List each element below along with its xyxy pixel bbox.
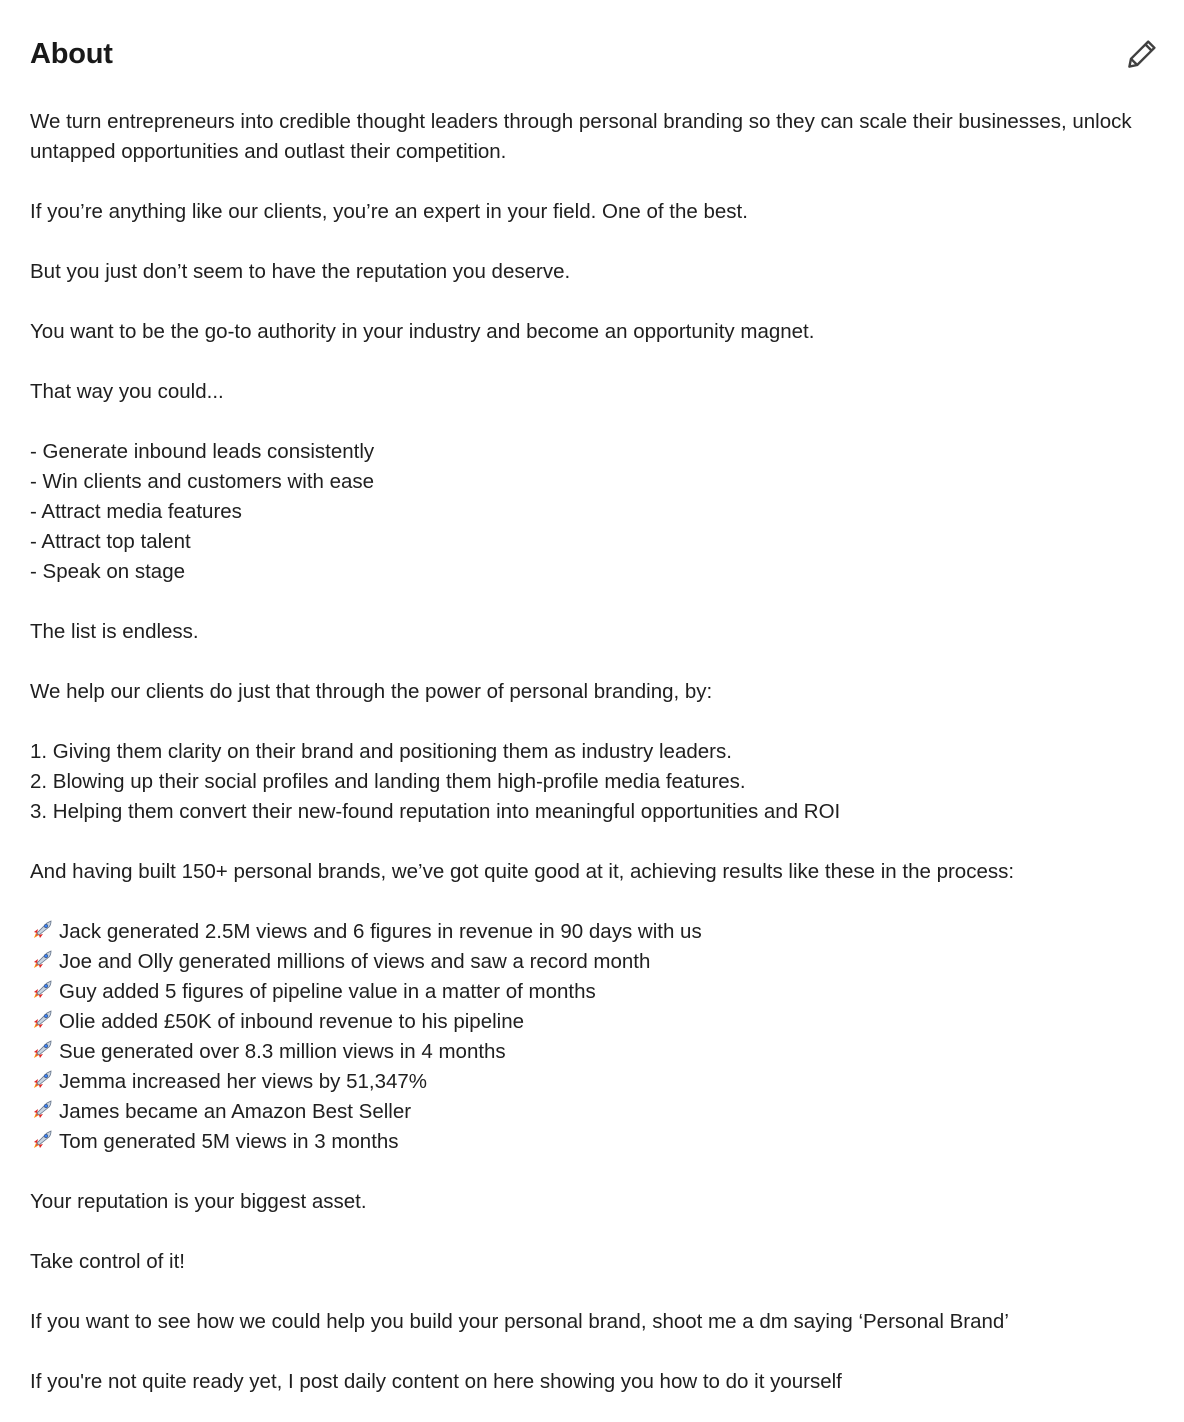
step-item: 1. Giving them clarity on their brand and positioning them as industry leaders. <box>30 740 732 763</box>
result-text: Olie added £50K of inbound revenue to his pipeline <box>59 1010 525 1033</box>
rocket-icon <box>30 918 54 942</box>
rocket-icon <box>30 978 54 1002</box>
results-list <box>30 917 1154 1157</box>
result-item <box>30 977 1154 1007</box>
paragraph: And having built 150+ personal brands, we’ve got quite good at it, achieving results like these in the process: <box>30 860 1015 883</box>
result-item <box>30 1067 1154 1097</box>
result-item <box>30 1007 1154 1037</box>
step-item: 3. Helping them convert their new-found reputation into meaningful opportunities and ROI <box>30 800 841 823</box>
result-item <box>30 1037 1154 1067</box>
section-title: About <box>30 38 113 70</box>
result-text: Guy added 5 figures of pipeline value in a matter of months <box>59 980 596 1003</box>
edit-about-button[interactable] <box>1122 34 1162 74</box>
rocket-icon <box>30 948 54 972</box>
result-text: Tom generated 5M views in 3 months <box>59 1130 399 1153</box>
benefit-item: - Speak on stage <box>30 560 185 583</box>
pencil-icon <box>1126 38 1158 70</box>
paragraph: The list is endless. <box>30 620 199 643</box>
paragraph: But you just don’t seem to have the reputation you deserve. <box>30 260 571 283</box>
result-item <box>30 947 1154 977</box>
paragraph: We help our clients do just that through the power of personal branding, by: <box>30 680 713 703</box>
rocket-icon <box>30 1008 54 1032</box>
step-item: 2. Blowing up their social profiles and landing them high-profile media features. <box>30 770 746 793</box>
paragraph: If you want to see how we could help you build your personal brand, shoot me a dm saying ‘Personal Brand’ <box>30 1310 1009 1333</box>
paragraph: That way you could... <box>30 380 224 403</box>
result-text: Sue generated over 8.3 million views in 4 months <box>59 1040 506 1063</box>
paragraph: If you’re anything like our clients, you’re an expert in your field. One of the best. <box>30 200 748 223</box>
paragraph: If you're not quite ready yet, I post daily content on here showing you how to do it yourself <box>30 1370 842 1393</box>
rocket-icon <box>30 1068 54 1092</box>
rocket-icon <box>30 1098 54 1122</box>
benefit-item: - Win clients and customers with ease <box>30 470 375 493</box>
rocket-icon <box>30 1128 54 1152</box>
benefit-item: - Attract media features <box>30 500 242 523</box>
result-text: James became an Amazon Best Seller <box>59 1100 412 1123</box>
rocket-icon <box>30 1038 54 1062</box>
result-item <box>30 1097 1154 1127</box>
about-description <box>30 107 1154 1397</box>
about-header <box>30 34 1162 74</box>
result-item <box>30 1127 1154 1157</box>
benefit-item: - Generate inbound leads consistently <box>30 440 375 463</box>
intro-paragraph: We turn entrepreneurs into credible thought leaders through personal branding so they can scale their businesses, unlock untapped opportunities and outlast their competition. <box>30 110 1132 163</box>
result-text: Jack generated 2.5M views and 6 figures in revenue in 90 days with us <box>59 920 702 943</box>
benefit-item: - Attract top talent <box>30 530 191 553</box>
paragraph: Your reputation is your biggest asset. <box>30 1190 367 1213</box>
result-item <box>30 917 1154 947</box>
paragraph: Take control of it! <box>30 1250 185 1273</box>
paragraph: You want to be the go-to authority in your industry and become an opportunity magnet. <box>30 320 815 343</box>
result-text: Jemma increased her views by 51,347% <box>59 1070 428 1093</box>
result-text: Joe and Olly generated millions of views and saw a record month <box>59 950 651 973</box>
